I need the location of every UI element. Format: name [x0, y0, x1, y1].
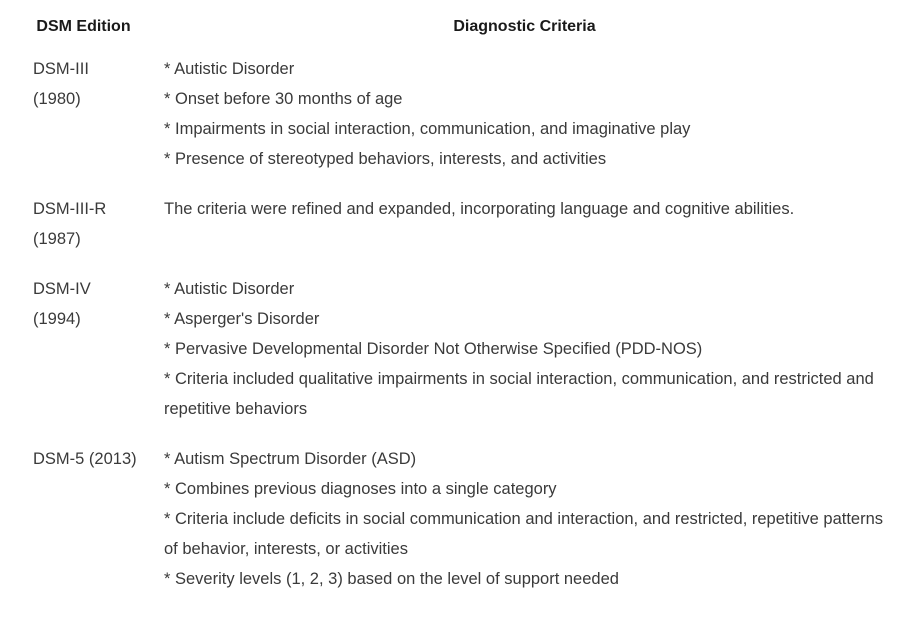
header-dsm-edition: DSM Edition [36, 18, 131, 35]
table-row [18, 194, 900, 274]
edition-line: (1987) [33, 230, 81, 248]
edition-line: DSM-IV [33, 280, 91, 298]
criteria-cell [149, 194, 900, 274]
criteria-item: * Severity levels (1, 2, 3) based on the level of support needed [164, 570, 619, 588]
table-row [18, 274, 900, 444]
criteria-item: * Autism Spectrum Disorder (ASD) [164, 450, 417, 468]
criteria-cell [149, 444, 900, 614]
table-body [18, 54, 900, 614]
edition-cell [18, 54, 149, 194]
criteria-item: * Impairments in social interaction, communication, and imaginative play [164, 120, 691, 138]
criteria-item: * Pervasive Developmental Disorder Not Otherwise Specified (PDD-NOS) [164, 340, 703, 358]
criteria-item: * Autistic Disorder [164, 60, 295, 78]
table-row [18, 54, 900, 194]
edition-line: DSM-III-R [33, 200, 107, 218]
criteria-cell [149, 274, 900, 444]
table-header-row [18, 10, 900, 54]
edition-cell [18, 194, 149, 274]
edition-line: DSM-III [33, 60, 89, 78]
criteria-item: * Criteria included qualitative impairments in social interaction, communication, and restricted and repetitive behaviors [164, 370, 874, 418]
edition-line: (1980) [33, 90, 81, 108]
criteria-item: The criteria were refined and expanded, incorporating language and cognitive abilities. [164, 200, 795, 218]
criteria-item: * Asperger's Disorder [164, 310, 320, 328]
criteria-item: * Criteria include deficits in social communication and interaction, and restricted, repetitive patterns of behavior, interests, or activities [164, 510, 884, 558]
criteria-cell [149, 54, 900, 194]
criteria-item: * Autistic Disorder [164, 280, 295, 298]
dsm-criteria-table [18, 10, 900, 614]
criteria-item: * Combines previous diagnoses into a single category [164, 480, 557, 498]
edition-cell [18, 274, 149, 444]
edition-line: DSM-5 (2013) [33, 450, 137, 468]
edition-cell [18, 444, 149, 614]
criteria-item: * Onset before 30 months of age [164, 90, 403, 108]
edition-line: (1994) [33, 310, 81, 328]
table-row [18, 444, 900, 614]
header-diagnostic-criteria: Diagnostic Criteria [453, 18, 596, 35]
criteria-item: * Presence of stereotyped behaviors, interests, and activities [164, 150, 607, 168]
